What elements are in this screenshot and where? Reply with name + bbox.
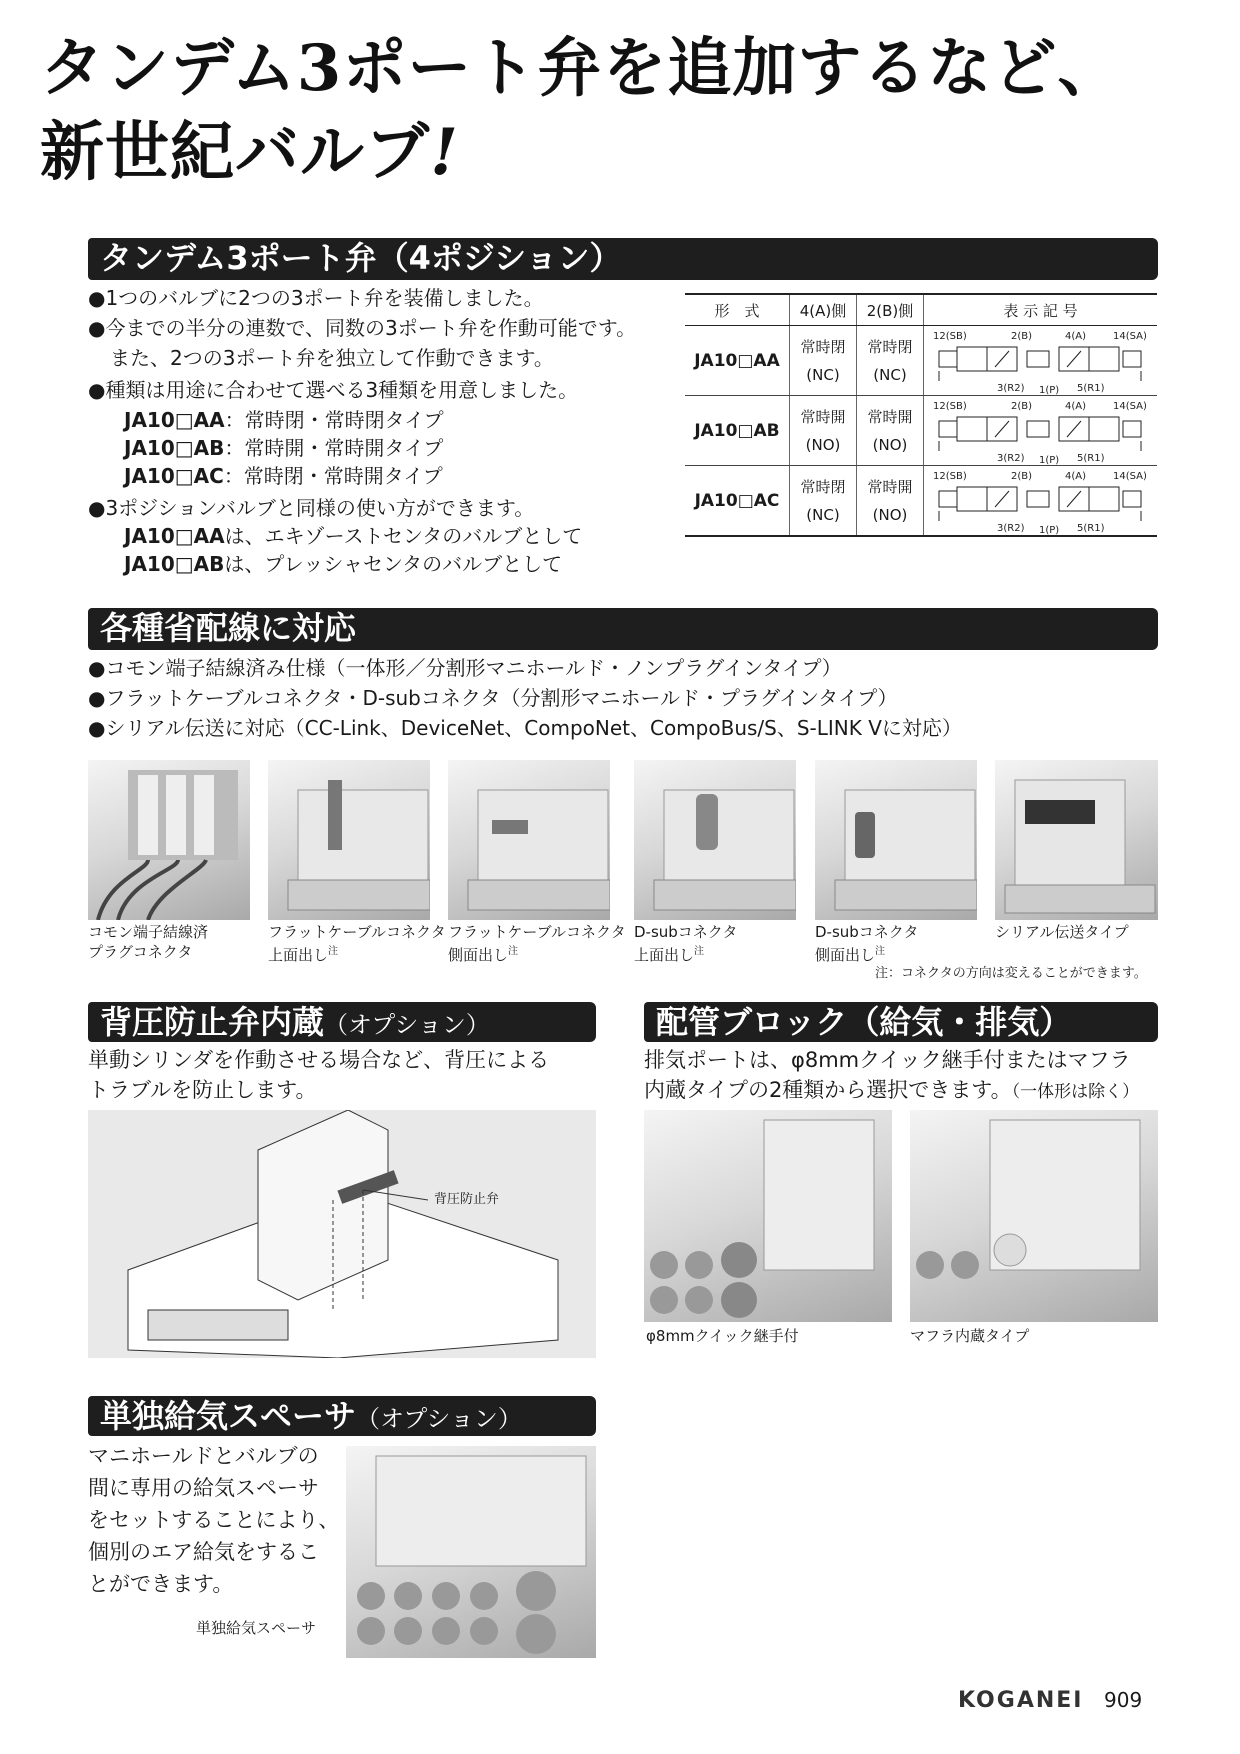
- photo-dsub-side: [815, 760, 977, 920]
- row-b-state: 常時閉 (NC): [857, 326, 924, 396]
- bullet-tandem-3: ● 種類は用途に合わせて選べる3種類を用意しました。: [88, 376, 578, 404]
- caption-common-terminal: コモン端子結線済 プラグコネクタ: [88, 923, 209, 961]
- table-row: [685, 466, 1157, 537]
- svg-text:4(A): 4(A): [1064, 470, 1086, 482]
- photo-quick-fitting: [644, 1110, 892, 1322]
- svg-text:1(P): 1(P): [1038, 454, 1059, 465]
- photo-common-terminal: [88, 760, 250, 920]
- section-bar-tandem: [88, 238, 1158, 280]
- svg-text:2(B): 2(B): [1010, 470, 1032, 482]
- table-row: [685, 326, 1157, 396]
- section-bar-wiring: [88, 608, 1158, 650]
- backpressure-diagram: [88, 1110, 596, 1358]
- section-title-piping: 配管ブロック（給気・排気）: [656, 1003, 1072, 1041]
- type-row-ac: JA10□AC：常時閉・常時開タイプ: [124, 464, 443, 488]
- caption-dsub-top: D-subコネクタ 上面出し$^注$: [634, 923, 738, 964]
- svg-text:3(R2): 3(R2): [996, 452, 1024, 464]
- use-row-aa: JA10□AAは、エキゾーストセンタのバルブとして: [124, 524, 583, 548]
- svg-text:14(SA): 14(SA): [1112, 330, 1147, 342]
- svg-text:5(R1): 5(R1): [1076, 452, 1104, 464]
- row-b-state: 常時開 (NO): [857, 396, 924, 466]
- headline-line2: 新世紀バルブ!: [40, 115, 460, 190]
- row-model: JA10□AB: [685, 396, 790, 466]
- svg-text:1(P): 1(P): [1038, 524, 1059, 535]
- caption-flat-cable-side: フラットケーブルコネクタ 側面出し$^注$: [448, 923, 626, 964]
- bullet-tandem-4: ● 3ポジションバルブと同様の使い方ができます。: [88, 494, 534, 522]
- row-a-state: 常時開 (NO): [790, 396, 857, 466]
- col-header-a: 4(A)側: [790, 294, 857, 326]
- piping-text-2: 内蔵タイプの2種類から選択できます。（一体形は除く）: [644, 1078, 1140, 1102]
- bullet-wiring-1: ● コモン端子結線済み仕様（一体形／分割形マニホールド・ノンプラグインタイプ）: [88, 654, 842, 682]
- section-bar-backpressure: [88, 1002, 596, 1042]
- row-model: JA10□AC: [685, 466, 790, 537]
- section-bar-spacer: [88, 1396, 596, 1436]
- row-model: JA10□AA: [685, 326, 790, 396]
- use-row-ab: JA10□ABは、プレッシャセンタのバルブとして: [124, 552, 563, 576]
- backpressure-text-2: トラブルを防止します。: [88, 1078, 317, 1102]
- svg-text:12(SB): 12(SB): [932, 330, 967, 342]
- valve-symbol: [924, 466, 1158, 537]
- photo-flat-cable-top: [268, 760, 430, 920]
- spacer-text: マニホールドとバルブの 間に専用の給気スペーサ をセットすることにより、 個別のエア給気をするこ とができます。: [88, 1444, 340, 1596]
- svg-text:5(R1): 5(R1): [1076, 522, 1104, 534]
- headline-line1: タンデム3ポート弁を追加するなど、: [40, 31, 1123, 106]
- section-title-backpressure: 背圧防止弁内蔵（オプション）: [100, 1003, 490, 1041]
- svg-text:2(B): 2(B): [1010, 400, 1032, 412]
- caption-quick-fitting: φ8mmクイック継手付: [646, 1327, 799, 1345]
- bullet-tandem-2: ● 今までの半分の連数で、同数の3ポート弁を作動可能です。: [88, 314, 636, 342]
- spec-table-header: [685, 294, 1157, 326]
- row-a-state: 常時閉 (NC): [790, 326, 857, 396]
- spec-table: [685, 293, 1157, 537]
- valve-symbol: [924, 326, 1158, 396]
- caption-flat-cable-top: フラットケーブルコネクタ 上面出し$^注$: [268, 923, 446, 964]
- section-title-tandem: タンデム3ポート弁（4ポジション）: [100, 239, 622, 277]
- callout-spacer: 単独給気スペーサ: [196, 1619, 317, 1637]
- col-header-symbol: 表 示 記 号: [924, 294, 1158, 326]
- svg-text:1(P): 1(P): [1038, 384, 1059, 395]
- svg-text:12(SB): 12(SB): [932, 470, 967, 482]
- svg-text:3(R2): 3(R2): [996, 382, 1024, 394]
- photo-spacer: [346, 1446, 596, 1658]
- bullet-wiring-3: ● シリアル伝送に対応（CC-Link、DeviceNet、CompoNet、CompoBus/S、S-LINK Vに対応）: [88, 714, 962, 742]
- col-header-model: 形 式: [685, 294, 790, 326]
- svg-text:14(SA): 14(SA): [1112, 400, 1147, 412]
- bullet-tandem-1: ● 1つのバルブに2つの3ポート弁を装備しました。: [88, 284, 544, 312]
- svg-text:3(R2): 3(R2): [996, 522, 1024, 534]
- svg-text:5(R1): 5(R1): [1076, 382, 1104, 394]
- wiring-footnote: 注：コネクタの方向は変えることができます。: [875, 966, 1147, 981]
- section-bar-piping: [644, 1002, 1158, 1042]
- valve-symbol: [924, 396, 1158, 466]
- photo-dsub-top: [634, 760, 796, 920]
- photo-muffler: [910, 1110, 1158, 1322]
- photo-flat-cable-side: [448, 760, 610, 920]
- caption-serial: シリアル伝送タイプ: [995, 923, 1129, 941]
- type-row-aa: JA10□AA：常時閉・常時閉タイプ: [124, 408, 444, 432]
- svg-text:4(A): 4(A): [1064, 400, 1086, 412]
- table-row: [685, 396, 1157, 466]
- svg-text:4(A): 4(A): [1064, 330, 1086, 342]
- svg-text:2(B): 2(B): [1010, 330, 1032, 342]
- svg-text:14(SA): 14(SA): [1112, 470, 1147, 482]
- bullet-tandem-2-cont: また、2つの3ポート弁を独立して作動できます。: [110, 346, 554, 370]
- caption-muffler: マフラ内蔵タイプ: [910, 1327, 1030, 1345]
- backpressure-text-1: 単動シリンダを作動させる場合など、背圧による: [88, 1048, 550, 1072]
- page-number: 909: [1104, 1688, 1143, 1712]
- col-header-b: 2(B)側: [857, 294, 924, 326]
- caption-dsub-side: D-subコネクタ 側面出し$^注$: [815, 923, 919, 964]
- piping-text-1: 排気ポートは、φ8mmクイック継手付またはマフラ: [644, 1048, 1131, 1072]
- svg-text:12(SB): 12(SB): [932, 400, 967, 412]
- section-title-spacer: 単独給気スペーサ（オプション）: [100, 1397, 522, 1435]
- photo-serial: [995, 760, 1158, 920]
- row-b-state: 常時開 (NO): [857, 466, 924, 537]
- brand-logo: KOGANEI: [958, 1688, 1084, 1713]
- bullet-wiring-2: ● フラットケーブルコネクタ・D-subコネクタ（分割形マニホールド・プラグインタイプ）: [88, 684, 897, 712]
- callout-backpressure-valve: 背圧防止弁: [434, 1192, 500, 1207]
- type-row-ab: JA10□AB：常時開・常時開タイプ: [124, 436, 444, 460]
- row-a-state: 常時閉 (NC): [790, 466, 857, 537]
- section-title-wiring: 各種省配線に対応: [100, 609, 357, 647]
